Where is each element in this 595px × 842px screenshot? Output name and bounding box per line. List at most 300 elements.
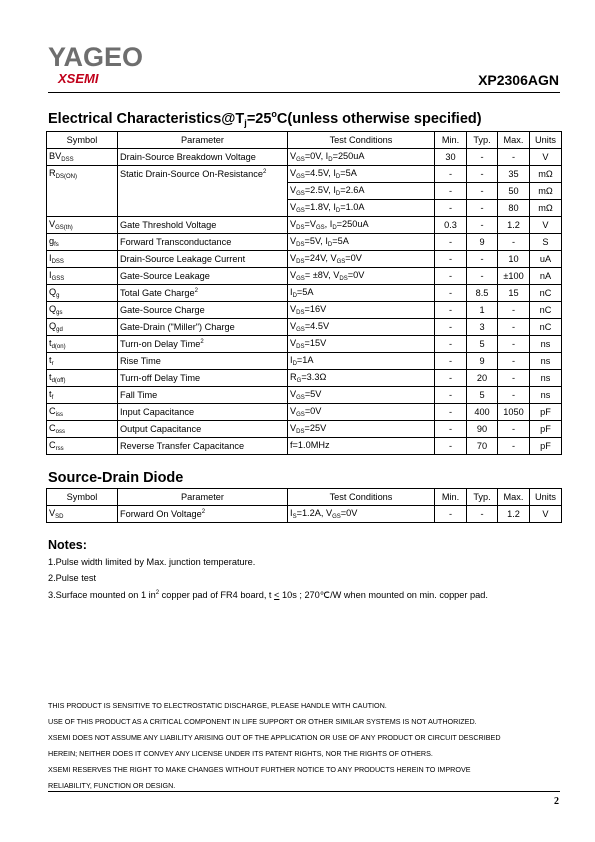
condition-text: =5A bbox=[340, 168, 357, 178]
parameter-cell bbox=[118, 421, 288, 438]
typ-cell: - bbox=[467, 166, 498, 183]
condition-text: =24V, V bbox=[304, 253, 337, 263]
table-row bbox=[47, 285, 562, 302]
symbol: Q bbox=[49, 304, 57, 314]
parameter-cell bbox=[118, 166, 288, 183]
test-conditions-cell bbox=[288, 421, 435, 438]
parameter: Gate-Drain ("Miller") Charge bbox=[120, 322, 235, 332]
parameter: Input Capacitance bbox=[120, 407, 195, 417]
condition-subscript: S bbox=[292, 514, 297, 520]
header-divider bbox=[48, 92, 560, 93]
max-cell: - bbox=[498, 336, 530, 353]
unit-cell: uA bbox=[530, 251, 562, 268]
disclaimer-line-2: USE OF THIS PRODUCT AS A CRITICAL COMPONENT IN LIFE SUPPORT OR OTHER SIMILAR SYSTEMS IS NOT AUTHORIZED. bbox=[48, 717, 477, 726]
min-cell: - bbox=[435, 506, 467, 523]
condition-text: V bbox=[290, 202, 297, 212]
symbol-cell bbox=[47, 149, 118, 166]
condition-subscript: DS bbox=[296, 344, 305, 350]
table-row bbox=[47, 336, 562, 353]
parameter-cell bbox=[118, 438, 288, 455]
symbol-cell bbox=[47, 404, 118, 421]
max-cell: - bbox=[498, 370, 530, 387]
min-cell: - bbox=[435, 319, 467, 336]
condition-subscript: D bbox=[327, 242, 333, 248]
unit-cell: ns bbox=[530, 387, 562, 404]
min-cell: - bbox=[435, 302, 467, 319]
unit-cell: nC bbox=[530, 302, 562, 319]
source-drain-table bbox=[46, 488, 562, 523]
symbol-subscript: GS(th) bbox=[55, 225, 73, 231]
condition-text: V bbox=[290, 219, 297, 229]
parameter: Fall Time bbox=[120, 390, 158, 400]
parameter: Turn-on Delay Time bbox=[120, 339, 201, 349]
table-row bbox=[47, 421, 562, 438]
test-conditions-cell bbox=[288, 251, 435, 268]
typ-cell: 5 bbox=[467, 336, 498, 353]
symbol-cell bbox=[47, 183, 118, 200]
condition-subscript: GS bbox=[296, 412, 305, 418]
symbol-cell bbox=[47, 336, 118, 353]
test-conditions-cell bbox=[288, 166, 435, 183]
test-conditions-cell bbox=[288, 234, 435, 251]
condition-text: =3.3Ω bbox=[301, 372, 327, 382]
column-header: Parameter bbox=[118, 489, 288, 506]
symbol: t bbox=[49, 372, 52, 382]
table-row bbox=[47, 183, 562, 200]
typ-cell: 8.5 bbox=[467, 285, 498, 302]
condition-text: =2.6A bbox=[340, 185, 365, 195]
parameter-note-ref: 2 bbox=[200, 339, 204, 345]
min-cell: 30 bbox=[435, 149, 467, 166]
max-cell: 15 bbox=[498, 285, 530, 302]
condition-text: =V bbox=[304, 219, 316, 229]
min-cell: - bbox=[435, 234, 467, 251]
condition-text: =5A bbox=[332, 236, 349, 246]
unit-cell: nC bbox=[530, 285, 562, 302]
test-conditions-cell bbox=[288, 387, 435, 404]
symbol: I bbox=[49, 253, 52, 263]
symbol-subscript: SD bbox=[55, 514, 64, 520]
max-cell: 35 bbox=[498, 166, 530, 183]
test-conditions-cell bbox=[288, 183, 435, 200]
parameter: Reverse Transfer Capacitance bbox=[120, 441, 245, 451]
table-row bbox=[47, 302, 562, 319]
table-row bbox=[47, 149, 562, 166]
parameter-cell bbox=[118, 234, 288, 251]
table-header-row bbox=[47, 132, 562, 149]
symbol-cell bbox=[47, 370, 118, 387]
unit-cell: ns bbox=[530, 370, 562, 387]
condition-text: =1A bbox=[296, 355, 314, 365]
unit-cell: mΩ bbox=[530, 166, 562, 183]
max-cell: - bbox=[498, 421, 530, 438]
electrical-characteristics-title: Electrical $Characteristics@T_j=25^oC(unless$ otherwise specified) bbox=[48, 109, 482, 128]
condition-text: V bbox=[290, 270, 297, 280]
test-conditions-cell bbox=[288, 506, 435, 523]
condition-text: f=1.0MHz bbox=[290, 440, 330, 450]
test-conditions-cell bbox=[288, 149, 435, 166]
symbol-subscript: rss bbox=[55, 446, 64, 452]
min-cell: - bbox=[435, 404, 467, 421]
condition-subscript: GS bbox=[296, 191, 305, 197]
condition-text: =16V bbox=[304, 304, 327, 314]
condition-subscript: G bbox=[296, 378, 302, 384]
part-number: XP2306AGN bbox=[478, 72, 559, 88]
typ-cell: 400 bbox=[467, 404, 498, 421]
condition-subscript: GS bbox=[296, 174, 305, 180]
min-cell: - bbox=[435, 438, 467, 455]
condition-text: =1.2A, V bbox=[296, 508, 333, 518]
condition-text: =4.5V bbox=[304, 321, 330, 331]
condition-text: = ±8V, V bbox=[304, 270, 340, 280]
max-cell: - bbox=[498, 149, 530, 166]
condition-subscript: GS bbox=[315, 225, 325, 231]
test-conditions-cell bbox=[288, 353, 435, 370]
symbol-cell bbox=[47, 387, 118, 404]
condition-text: =0V bbox=[304, 406, 322, 416]
symbol-subscript: gd bbox=[56, 327, 63, 333]
max-cell: ±100 bbox=[498, 268, 530, 285]
unit-cell: pF bbox=[530, 438, 562, 455]
unit-cell: ns bbox=[530, 336, 562, 353]
symbol-subscript: DSS bbox=[51, 259, 64, 265]
min-cell: - bbox=[435, 421, 467, 438]
min-cell: - bbox=[435, 183, 467, 200]
typ-cell: - bbox=[467, 200, 498, 217]
disclaimer-line-4: HEREIN; NEITHER DOES IT CONVEY ANY LICENSE UNDER ITS PATENT RIGHTS, NOR THE RIGHTS OF OTHERS. bbox=[48, 749, 433, 758]
typ-cell: 90 bbox=[467, 421, 498, 438]
max-cell: - bbox=[498, 438, 530, 455]
column-header: Symbol bbox=[47, 489, 118, 506]
disclaimer-line-5: XSEMI RESERVES THE RIGHT TO MAKE CHANGES WITHOUT FURTHER NOTICE TO ANY PRODUCTS HEREIN TO IMPROVE bbox=[48, 765, 471, 774]
parameter-cell bbox=[118, 200, 288, 217]
symbol: t bbox=[49, 355, 52, 365]
condition-text: =0V bbox=[345, 253, 362, 263]
condition-subscript: DS bbox=[339, 276, 348, 282]
parameter-cell bbox=[118, 353, 288, 370]
parameter-cell bbox=[118, 183, 288, 200]
parameter: Drain-Source Breakdown Voltage bbox=[120, 152, 256, 162]
table-row bbox=[47, 506, 562, 523]
table-row bbox=[47, 217, 562, 234]
unit-cell: pF bbox=[530, 421, 562, 438]
min-cell: - bbox=[435, 387, 467, 404]
condition-text: V bbox=[290, 151, 297, 161]
condition-subscript: DS bbox=[296, 225, 305, 231]
min-cell: - bbox=[435, 268, 467, 285]
unit-cell: mΩ bbox=[530, 183, 562, 200]
max-cell: 1050 bbox=[498, 404, 530, 421]
column-header: Typ. bbox=[467, 489, 498, 506]
min-cell: - bbox=[435, 353, 467, 370]
symbol: BV bbox=[49, 151, 62, 161]
condition-subscript: GS bbox=[296, 395, 305, 401]
unit-cell: mΩ bbox=[530, 200, 562, 217]
parameter: Forward On Voltage bbox=[120, 509, 202, 519]
symbol-subscript: GSS bbox=[51, 276, 65, 282]
condition-subscript: GS bbox=[296, 208, 305, 214]
min-cell: - bbox=[435, 336, 467, 353]
min-cell: - bbox=[435, 370, 467, 387]
test-conditions-cell bbox=[288, 370, 435, 387]
parameter-cell bbox=[118, 268, 288, 285]
test-conditions-cell bbox=[288, 302, 435, 319]
min-cell: - bbox=[435, 200, 467, 217]
typ-cell: 5 bbox=[467, 387, 498, 404]
parameter-cell bbox=[118, 404, 288, 421]
typ-cell: - bbox=[467, 268, 498, 285]
condition-text: , I bbox=[324, 219, 333, 229]
typ-cell: 9 bbox=[467, 353, 498, 370]
symbol-cell bbox=[47, 234, 118, 251]
unit-cell: nC bbox=[530, 319, 562, 336]
test-conditions-cell bbox=[288, 285, 435, 302]
disclaimer-line-6: RELIABILITY, FUNCTION OR DESIGN. bbox=[48, 781, 176, 790]
condition-text: =0V bbox=[340, 508, 358, 518]
condition-text: =25V bbox=[304, 423, 327, 433]
condition-text: =1.0A bbox=[340, 202, 365, 212]
max-cell: 50 bbox=[498, 183, 530, 200]
footer-divider bbox=[48, 791, 560, 792]
condition-text: =5V bbox=[304, 389, 322, 399]
condition-text: V bbox=[290, 338, 297, 348]
unit-cell: ns bbox=[530, 353, 562, 370]
note-1: 1.Pulse width limited by Max. junction temperature. bbox=[48, 557, 256, 567]
page-number: 2 bbox=[554, 796, 559, 807]
max-cell: - bbox=[498, 353, 530, 370]
parameter-cell bbox=[118, 336, 288, 353]
symbol: C bbox=[49, 440, 56, 450]
symbol: g bbox=[49, 236, 55, 246]
unit-cell: V bbox=[530, 149, 562, 166]
typ-cell: - bbox=[467, 149, 498, 166]
symbol: t bbox=[49, 338, 52, 348]
symbol: R bbox=[49, 168, 56, 179]
condition-text: V bbox=[290, 168, 297, 178]
condition-subscript: GS bbox=[296, 327, 305, 333]
typ-cell: 1 bbox=[467, 302, 498, 319]
parameter-cell bbox=[118, 319, 288, 336]
parameter: Gate-Source Charge bbox=[120, 305, 205, 315]
condition-text: V bbox=[290, 304, 297, 314]
max-cell: - bbox=[498, 302, 530, 319]
condition-text: I bbox=[290, 355, 293, 365]
symbol-cell bbox=[47, 166, 118, 183]
symbol-cell bbox=[47, 421, 118, 438]
symbol-subscript: f bbox=[51, 395, 54, 401]
symbol-subscript: iss bbox=[55, 412, 63, 418]
column-header: Max. bbox=[498, 489, 530, 506]
column-header: Units bbox=[530, 489, 562, 506]
typ-cell: 3 bbox=[467, 319, 498, 336]
column-header: Symbol bbox=[47, 132, 118, 149]
test-conditions-cell bbox=[288, 336, 435, 353]
condition-subscript: DS bbox=[296, 242, 305, 248]
condition-subscript: D bbox=[335, 174, 341, 180]
condition-text: =250uA bbox=[332, 151, 365, 161]
test-conditions-cell bbox=[288, 217, 435, 234]
condition-subscript: GS bbox=[296, 157, 305, 163]
condition-subscript: D bbox=[292, 293, 297, 299]
notes-title: Notes: bbox=[48, 538, 87, 552]
table-row bbox=[47, 268, 562, 285]
typ-cell: 20 bbox=[467, 370, 498, 387]
symbol: C bbox=[49, 423, 56, 433]
symbol-cell bbox=[47, 319, 118, 336]
table-row bbox=[47, 251, 562, 268]
condition-text: V bbox=[290, 185, 297, 195]
table-header-row bbox=[47, 489, 562, 506]
disclaimer-line-1: THIS PRODUCT IS SENSITIVE TO ELECTROSTATIC DISCHARGE, PLEASE HANDLE WITH CAUTION. bbox=[48, 701, 387, 710]
parameter: Forward Transconductance bbox=[120, 237, 232, 247]
condition-subscript: DS bbox=[296, 310, 305, 316]
condition-subscript: D bbox=[292, 361, 297, 367]
column-header: Test Conditions bbox=[288, 132, 435, 149]
symbol-cell bbox=[47, 438, 118, 455]
parameter: Rise Time bbox=[120, 356, 161, 366]
symbol-subscript: r bbox=[51, 361, 54, 367]
condition-subscript: D bbox=[335, 191, 341, 197]
test-conditions-cell bbox=[288, 319, 435, 336]
condition-text: V bbox=[290, 406, 297, 416]
condition-text: =0V bbox=[347, 270, 365, 280]
test-conditions-cell bbox=[288, 404, 435, 421]
min-cell: - bbox=[435, 251, 467, 268]
condition-text: V bbox=[290, 253, 297, 263]
parameter: Total Gate Charge bbox=[120, 288, 195, 298]
unit-cell: V bbox=[530, 217, 562, 234]
parameter-note-ref: 2 bbox=[194, 288, 198, 294]
condition-text: =5V, I bbox=[304, 236, 328, 246]
min-cell: 0.3 bbox=[435, 217, 467, 234]
symbol-cell bbox=[47, 285, 118, 302]
symbol: C bbox=[49, 406, 56, 416]
column-header: Test Conditions bbox=[288, 489, 435, 506]
parameter-cell bbox=[118, 217, 288, 234]
typ-cell: - bbox=[467, 251, 498, 268]
symbol-cell bbox=[47, 200, 118, 217]
parameter-cell bbox=[118, 251, 288, 268]
column-header: Min. bbox=[435, 489, 467, 506]
electrical-characteristics-table bbox=[46, 131, 562, 455]
condition-subscript: GS bbox=[332, 514, 341, 520]
symbol-cell bbox=[47, 302, 118, 319]
condition-subscript: DS bbox=[296, 429, 305, 435]
max-cell: - bbox=[498, 387, 530, 404]
min-cell: - bbox=[435, 166, 467, 183]
parameter: Gate-Source Leakage bbox=[120, 271, 210, 281]
table-row bbox=[47, 353, 562, 370]
typ-cell: 9 bbox=[467, 234, 498, 251]
symbol-subscript: DS(ON) bbox=[55, 174, 77, 181]
test-conditions-cell bbox=[288, 438, 435, 455]
note-2: 2.Pulse test bbox=[48, 573, 97, 583]
parameter-note-ref: 2 bbox=[201, 509, 206, 515]
table-row bbox=[47, 319, 562, 336]
sub-brand-logo: XSEMI bbox=[58, 71, 99, 86]
symbol-cell bbox=[47, 217, 118, 234]
table-row bbox=[47, 370, 562, 387]
condition-text: =4.5V, I bbox=[304, 168, 336, 178]
parameter-cell bbox=[118, 302, 288, 319]
note-3: 3.Surface mounted on 1 $in^2$ copper pad of FR4 board, t < 10s ; 270℃/W when mounted on min. copper pad. bbox=[48, 590, 488, 600]
condition-text: I bbox=[290, 508, 293, 518]
table-row bbox=[47, 387, 562, 404]
symbol-cell bbox=[47, 268, 118, 285]
brand-logo: YAGEO bbox=[48, 42, 144, 72]
symbol-subscript: d(off) bbox=[51, 378, 66, 384]
condition-text: V bbox=[290, 321, 297, 331]
condition-subscript: D bbox=[332, 225, 337, 231]
test-conditions-cell bbox=[288, 268, 435, 285]
parameter: Output Capacitance bbox=[120, 424, 202, 434]
disclaimer-line-3: XSEMI DOES NOT ASSUME ANY LIABILITY ARISING OUT OF THE APPLICATION OR USE OF ANY PRODUCT OR CIRCUIT DESCRIBED bbox=[48, 733, 501, 742]
condition-text: =15V bbox=[304, 338, 327, 348]
parameter-cell bbox=[118, 370, 288, 387]
typ-cell: - bbox=[467, 217, 498, 234]
max-cell: 1.2 bbox=[498, 217, 530, 234]
parameter-cell bbox=[118, 149, 288, 166]
max-cell: - bbox=[498, 319, 530, 336]
condition-text: =2.5V, I bbox=[304, 185, 336, 195]
symbol-subscript: fs bbox=[54, 242, 59, 248]
parameter-cell bbox=[118, 387, 288, 404]
unit-cell: S bbox=[530, 234, 562, 251]
test-conditions-cell bbox=[288, 200, 435, 217]
column-header: Units bbox=[530, 132, 562, 149]
symbol: I bbox=[49, 270, 52, 280]
typ-cell: - bbox=[467, 183, 498, 200]
condition-text: I bbox=[290, 287, 293, 297]
parameter-cell bbox=[118, 285, 288, 302]
condition-text: V bbox=[290, 236, 297, 246]
condition-text: =0V, I bbox=[304, 151, 329, 161]
condition-text: R bbox=[290, 372, 297, 382]
condition-subscript: GS bbox=[336, 259, 346, 265]
symbol: Q bbox=[49, 321, 57, 331]
unit-cell: nA bbox=[530, 268, 562, 285]
condition-subscript: DS bbox=[296, 259, 305, 265]
condition-text: V bbox=[290, 423, 297, 433]
symbol-subscript: DSS bbox=[61, 157, 74, 163]
max-cell: 80 bbox=[498, 200, 530, 217]
parameter: Turn-off Delay Time bbox=[120, 373, 201, 383]
condition-text: =250uA bbox=[336, 219, 369, 229]
symbol-subscript: d(on) bbox=[51, 344, 66, 350]
condition-subscript: D bbox=[335, 208, 341, 214]
condition-text: V bbox=[290, 389, 297, 399]
unit-cell: V bbox=[530, 506, 562, 523]
symbol: V bbox=[49, 219, 56, 229]
symbol: V bbox=[49, 508, 56, 518]
unit-cell: pF bbox=[530, 404, 562, 421]
parameter: Drain-Source Leakage Current bbox=[120, 254, 246, 264]
symbol-subscript: oss bbox=[55, 429, 65, 435]
typ-cell: - bbox=[467, 506, 498, 523]
typ-cell: 70 bbox=[467, 438, 498, 455]
column-header: Parameter bbox=[118, 132, 288, 149]
condition-subscript: D bbox=[328, 157, 333, 163]
max-cell: - bbox=[498, 234, 530, 251]
symbol: t bbox=[49, 389, 52, 399]
table-row bbox=[47, 166, 562, 183]
min-cell: - bbox=[435, 285, 467, 302]
column-header: Min. bbox=[435, 132, 467, 149]
table-row bbox=[47, 234, 562, 251]
source-drain-title: Source-Drain Diode bbox=[48, 470, 184, 486]
condition-text: =1.8V, I bbox=[304, 202, 336, 212]
symbol-cell bbox=[47, 506, 118, 523]
